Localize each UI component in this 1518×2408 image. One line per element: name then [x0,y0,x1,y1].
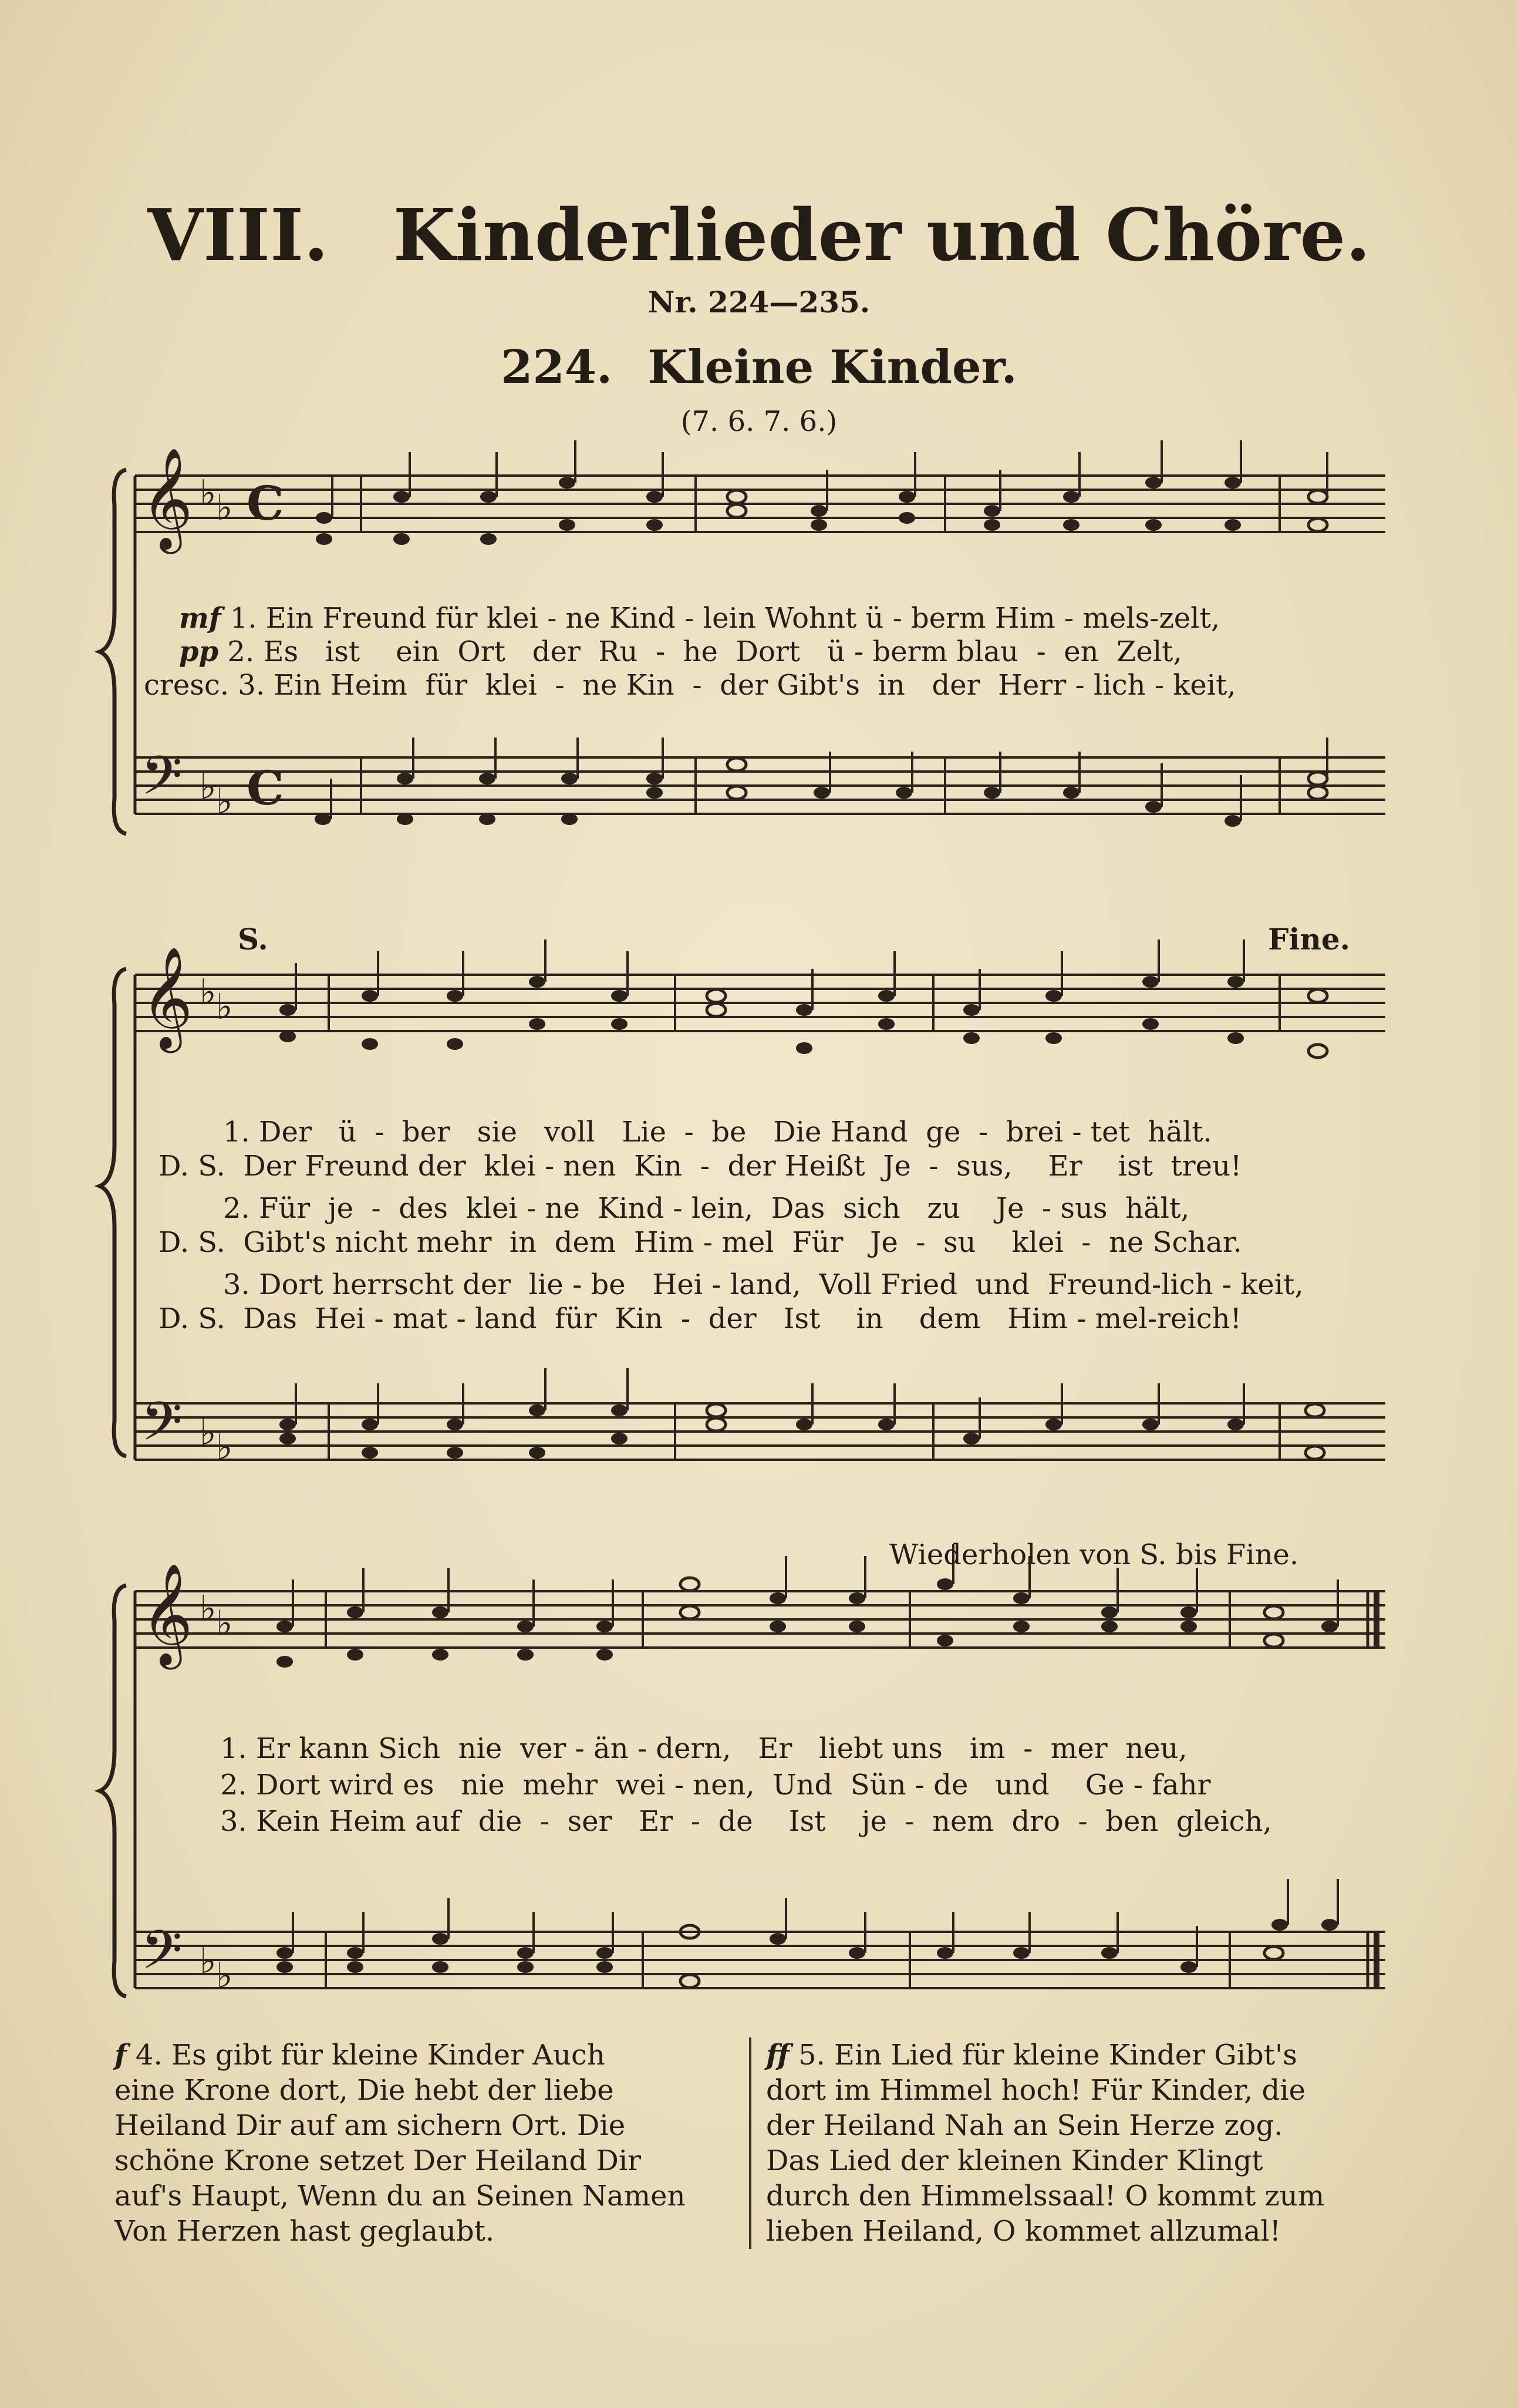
fine-marker: Fine. [1268,922,1351,957]
lyric-line [179,635,1182,668]
lyric-line: D. S. Der Freund der klei - nen Kin - der Heißt Je - sus, Er ist treu! [158,1150,1242,1183]
segno-marker: S. [238,922,268,957]
svg-text:♭: ♭ [216,487,233,528]
verse-line: Heiland Dir auf am sichern Ort. Die [114,2109,626,2142]
verse-line: lieben Heiland, O kommet allzumal! [766,2215,1281,2248]
dynamic-marking: f [114,2039,127,2072]
number-range: Nr. 224—235. [647,285,871,319]
section-title: Kinderlieder und Chöre. [393,193,1371,277]
verse-text: 5. Ein Lied für kleine Kinder Gibt's [798,2039,1297,2072]
svg-text:♭: ♭ [216,1427,233,1468]
system-brace [100,470,126,834]
svg-text:♭: ♭ [200,972,217,1013]
svg-text:♭: ♭ [216,1603,233,1644]
verse-line: schöne Krone setzet Der Heiland Dir [114,2144,642,2177]
verse-line: auf's Haupt, Wenn du an Seinen Namen [114,2180,686,2212]
treble-clef-icon: 𝄞 [141,447,193,550]
dynamic-marking: pp [179,635,219,668]
system-brace [100,969,126,1456]
system-brace [100,1585,126,1996]
treble-clef-icon: 𝄞 [141,1563,193,1665]
song-meter: (7. 6. 7. 6.) [680,405,838,438]
svg-text:C: C [247,760,284,816]
verse-4 [114,2037,731,2249]
verse-line: der Heiland Nah an Sein Herze zog. [766,2109,1283,2142]
verse-line: Von Herzen hast geglaubt. [114,2215,495,2248]
lyric-line: 1. Der ü - ber sie voll Lie - be Die Hand ge - brei - tet hält. [223,1116,1212,1149]
verse-line [766,2037,1388,2073]
verse-line [114,2037,731,2073]
verse-line: Das Lied der kleinen Kinder Klingt [766,2144,1263,2177]
bass-clef-icon: 𝄢 [141,745,183,820]
svg-text:♭: ♭ [216,1955,233,1996]
lyric-line: 2. Für je - des klei - ne Kind - lein, Das sich zu Je - sus hält, [223,1192,1190,1225]
bass-clef-icon: 𝄢 [141,1919,183,1994]
svg-text:♭: ♭ [200,1588,217,1629]
treble-clef-icon: 𝄞 [141,947,193,1049]
svg-text:♭: ♭ [200,1412,217,1453]
lyric-line: D. S. Das Hei - mat - land für Kin - der Ist in dem Him - mel-reich! [158,1302,1242,1335]
svg-text:C: C [247,476,284,531]
lyric-line: 3. Dort herrscht der lie - be Hei - land, Voll Fried und Freund-lich - keit, [223,1268,1304,1301]
dynamic-marking: cresc. [144,669,230,702]
verse-line: durch den Himmelssaal! O kommt zum [766,2180,1325,2212]
lyric-text: 1. Ein Freund für klei - ne Kind - lein Wohnt ü - berm Him - mels-zelt, [230,602,1220,635]
bass-clef-icon: 𝄢 [141,1390,183,1466]
verse-line: dort im Himmel hoch! Für Kinder, die [766,2074,1306,2107]
svg-text:♭: ♭ [200,473,217,514]
verse-text: 4. Es gibt für kleine Kinder Auch [135,2039,605,2072]
verse-line: eine Krone dort, Die hebt der liebe [114,2074,614,2107]
lyric-line: 2. Dort wird es nie mehr wei - nen, Und Sün - de und Ge - fahr [220,1769,1211,1801]
dynamic-marking: ff [766,2039,790,2072]
song-title: Kleine Kinder. [647,341,1017,394]
svg-text:♭: ♭ [200,1941,217,1982]
lyric-line: 3. Kein Heim auf die - ser Er - de Ist je - nem dro - ben gleich, [220,1805,1272,1838]
repeat-instruction: Wiederholen von S. bis Fine. [889,1538,1299,1571]
section-number: VIII. [147,193,329,277]
column-divider [749,2037,751,2249]
lyric-line [144,669,1236,702]
lyric-line: 1. Er kann Sich nie ver - än - dern, Er liebt uns im - mer neu, [220,1732,1188,1765]
dynamic-marking: mf [179,602,221,635]
lyric-text: 3. Ein Heim für klei - ne Kin - der Gibt's in der Herr - lich - keit, [238,669,1236,702]
song-number: 224. [501,341,613,394]
svg-text:♭: ♭ [216,986,233,1028]
svg-text:♭: ♭ [216,781,233,822]
lyric-text: 2. Es ist ein Ort der Ru - he Dort ü - berm blau - en Zelt, [227,635,1182,668]
verse-5 [766,2037,1388,2249]
svg-text:♭: ♭ [200,766,217,807]
lyric-line [179,602,1220,635]
lyric-line: D. S. Gibt's nicht mehr in dem Him - mel Für Je - su klei - ne Schar. [158,1226,1242,1259]
